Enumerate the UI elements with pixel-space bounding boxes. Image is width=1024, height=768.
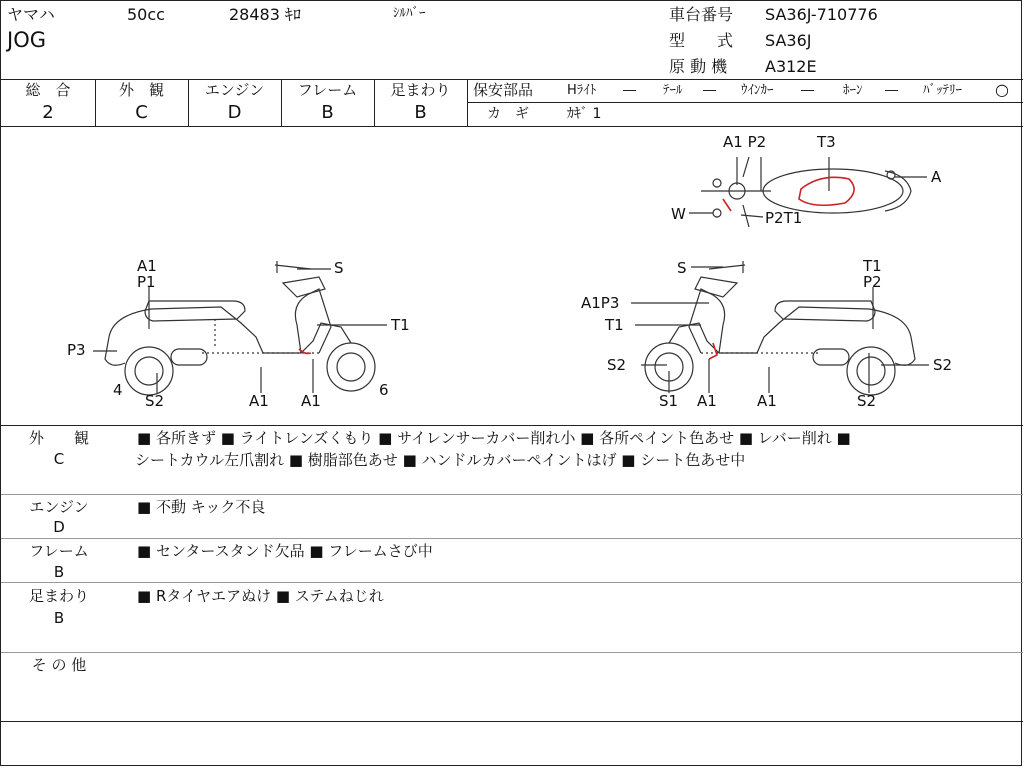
remark-exterior-grade: C [53, 450, 65, 468]
safety-item-battery: ﾊﾞｯﾃﾘｰ [923, 83, 962, 98]
engine-label: 原 動 機 [669, 57, 728, 76]
safety-status-horn: ― [885, 83, 898, 98]
right-label-s2: S2 [607, 356, 627, 374]
type-label: 型 式 [669, 31, 734, 50]
displacement: 50cc [127, 5, 165, 24]
safety-status-battery: ○ [995, 80, 1009, 99]
grade-overall-label: 総 合 [25, 81, 71, 99]
grade-frame-label: フレーム [297, 81, 358, 99]
left-label-a1-2: A1 [249, 392, 269, 410]
safety-status-tail: ― [703, 83, 716, 98]
divider [1, 652, 1023, 653]
remark-frame-label: フレーム [29, 542, 89, 560]
remark-engine-line-1: ■ 不動 キック不良 [137, 498, 266, 516]
remark-suspension-grade: B [53, 609, 65, 627]
damage-marks [299, 177, 854, 359]
grade-suspension-value: B [414, 102, 427, 123]
divider [467, 102, 1023, 103]
safety-status-winker: ― [801, 83, 814, 98]
left-label-a1-3: A1 [301, 392, 321, 410]
grade-engine-label: エンジン [204, 81, 265, 99]
grade-engine-value: D [227, 102, 242, 123]
right-label-t1: T1 [863, 257, 882, 275]
safety-item-horn: ﾎｰﾝ [843, 83, 863, 98]
remark-engine-label: エンジン [29, 498, 89, 516]
remark-frame-grade: B [53, 563, 65, 581]
right-label-a1-2: A1 [757, 392, 777, 410]
grade-frame-value: B [321, 102, 334, 123]
right-label-s2-3: S2 [857, 392, 877, 410]
safety-item-headlight: Hﾗｲﾄ [567, 83, 597, 98]
key-label: カ ギ [487, 106, 529, 122]
maker: ヤマハ [7, 5, 55, 24]
remark-exterior-label: 外 観 [28, 429, 89, 447]
divider [1, 425, 1023, 426]
remark-exterior-line-2: シートカウル左爪割れ ■ 樹脂部色あせ ■ ハンドルカバーペイントはげ ■ シート色あせ中 [135, 451, 746, 469]
divider [1, 582, 1023, 583]
left-label-s2: S2 [145, 392, 165, 410]
frame-no: SA36J-710776 [765, 5, 878, 24]
divider [1, 538, 1023, 539]
left-label-4: 4 [113, 381, 123, 399]
left-label-p1: P1 [137, 273, 156, 291]
right-label-a1p3: A1P3 [581, 294, 620, 312]
divider [1, 721, 1023, 722]
grade-overall-value: 2 [42, 102, 54, 123]
mileage: 28483 ｷﾛ [229, 5, 301, 24]
right-label-t1-2: T1 [605, 316, 624, 334]
divider [467, 79, 468, 126]
top-label-t3: T3 [817, 133, 836, 151]
key-value: ｶｷﾞ 1 [567, 106, 602, 122]
right-label-s1: S1 [659, 392, 679, 410]
safety-label: 保安部品 [473, 81, 534, 99]
right-label-p2: P2 [863, 273, 882, 291]
remark-engine-grade: D [53, 518, 65, 536]
top-label-p2t1: P2T1 [765, 209, 803, 227]
divider [1, 79, 1023, 80]
remark-suspension-line-1: ■ Rタイヤエアぬけ ■ ステムねじれ [137, 587, 384, 605]
engine-value: A312E [765, 57, 817, 76]
top-label-w: W [671, 205, 686, 223]
left-label-p3: P3 [67, 341, 86, 359]
top-label-a1p2: A1 P2 [723, 133, 767, 151]
left-label-a1: A1 [137, 257, 157, 275]
safety-item-tail: ﾃｰﾙ [663, 83, 683, 98]
left-label-t1: T1 [391, 316, 410, 334]
divider [1, 494, 1023, 495]
left-label-s: S [334, 259, 344, 277]
grade-exterior-value: C [135, 102, 148, 123]
type-value: SA36J [765, 31, 812, 50]
scooter-top-view [701, 157, 911, 227]
right-label-s2-2: S2 [933, 356, 953, 374]
remark-suspension-label: 足まわり [28, 587, 89, 605]
grade-suspension-label: 足まわり [390, 81, 451, 99]
model-name: JOG [7, 28, 46, 52]
safety-status-headlight: ― [623, 83, 636, 98]
remark-exterior-line-1: ■ 各所きず ■ ライトレンズくもり ■ サイレンサーカバー削れ小 ■ 各所ペイント色あせ ■ レバー削れ ■ [137, 429, 851, 447]
right-label-s: S [677, 259, 687, 277]
damage-diagram [1, 127, 1021, 425]
left-label-6: 6 [379, 381, 389, 399]
right-label-a1: A1 [697, 392, 717, 410]
remark-other-label: そ の 他 [31, 656, 87, 674]
remark-frame-line-1: ■ センタースタンド欠品 ■ フレームさび中 [137, 542, 433, 560]
safety-item-winker: ｳｲﾝｶｰ [741, 83, 774, 98]
top-label-a: A [931, 168, 942, 186]
color: ｼﾙﾊﾞｰ [393, 6, 426, 21]
frame-no-label: 車台番号 [669, 5, 734, 24]
grade-exterior-label: 外 観 [118, 81, 164, 99]
